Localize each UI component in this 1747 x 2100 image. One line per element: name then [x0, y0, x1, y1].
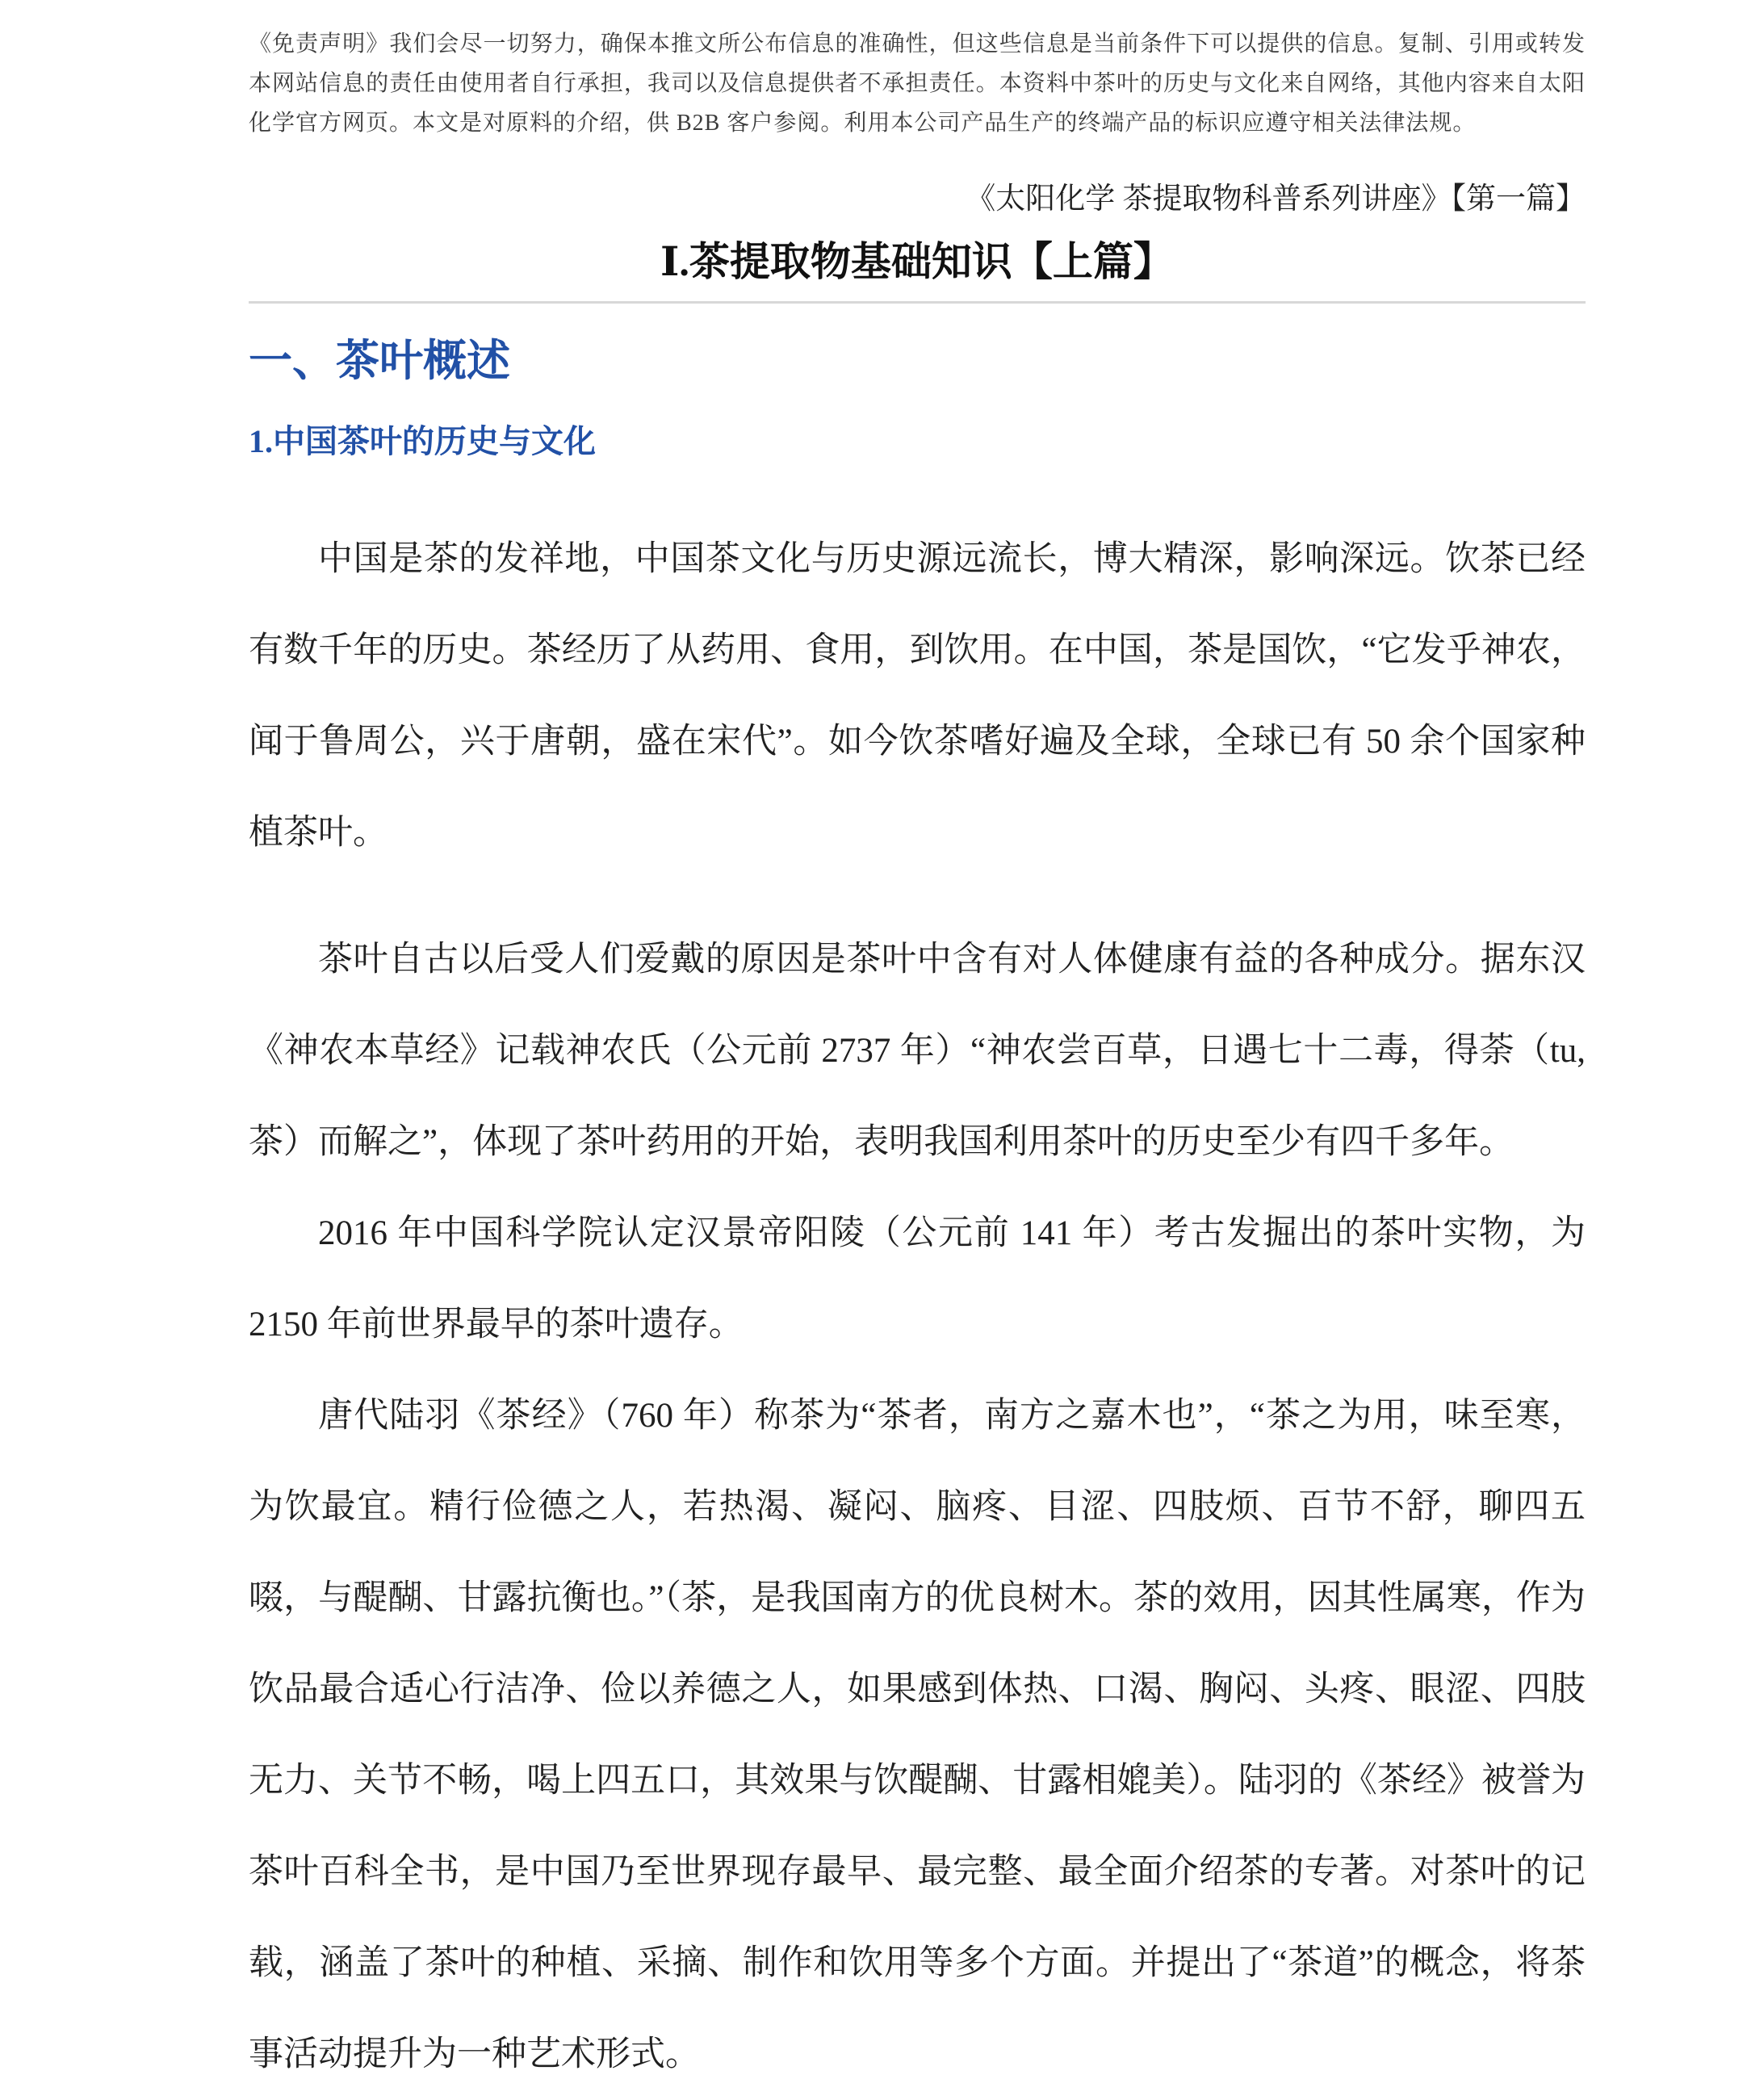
- title-divider: [249, 301, 1586, 304]
- paragraph-shennong: 茶叶自古以后受人们爱戴的原因是茶叶中含有对人体健康有益的各种成分。据东汉《神农本草经》记载神农氏（公元前 2737 年）“神农尝百草，日遇七十二毒，得荼（tu,茶）而解之”，体现了茶叶药用的开始，表明我国利用茶叶的历史至少有四千多年。: [249, 941, 1586, 1161]
- disclaimer-text: 《免责声明》我们会尽一切努力，确保本推文所公布信息的准确性，但这些信息是当前条件下可以提供的信息。复制、引用或转发本网站信息的责任由使用者自行承担，我司以及信息提供者不承担责任。本资料中茶叶的历史与文化来自网络，其他内容来自太阳化学官方网页。本文是对原料的介绍，供 B2B 客户参阅。利用本公司产品生产的终端产品的标识应遵守相关法律法规。: [249, 31, 1586, 136]
- series-title: 《太阳化学 茶提取物科普系列讲座》【第一篇】: [966, 182, 1586, 216]
- paragraph-2016-discovery: 2016 年中国科学院认定汉景帝阳陵（公元前 141 年）考古发掘出的茶叶实物，为 2150 年前世界最早的茶叶遗存。: [249, 1214, 1586, 1343]
- paragraph-tea-origin: 中国是茶的发祥地，中国茶文化与历史源远流长，博大精深，影响深远。饮茶已经有数千年的历史。茶经历了从药用、食用，到饮用。在中国，茶是国饮，“它发乎神农，闻于鲁周公，兴于唐朝，盛在宋代”。如今饮茶嗜好遍及全球，全球已有 50 余个国家种植茶叶。: [249, 540, 1586, 852]
- section-heading: 一、茶叶概述: [249, 337, 510, 385]
- page-title: Ⅰ.茶提取物基础知识【上篇】: [660, 239, 1174, 284]
- paragraph-luyu-chajing: 唐代陆羽《茶经》（760 年）称茶为“茶者，南方之嘉木也”，“茶之为用，味至寒，为饮最宜。精行俭德之人，若热渴、凝闷、脑疼、目涩、四肢烦、百节不舒，聊四五啜，与醍醐、甘露抗衡也。”（茶，是我国南方的优良树木。茶的效用，因其性属寒，作为饮品最合适心行洁净、俭以养德之人，如果感到体热、口渴、胸闷、头疼、眼涩、四肢无力、关节不畅，喝上四五口，其效果与饮醍醐、甘露相媲美）。陆羽的《茶经》被誉为茶叶百科全书，是中国乃至世界现存最早、最完整、最全面介绍茶的专著。对茶叶的记载，涵盖了茶叶的种植、采摘、制作和饮用等多个方面。并提出了“茶道”的概念，将茶事活动提升为一种艺术形式。: [249, 1397, 1586, 2073]
- subsection-heading: 1.中国茶叶的历史与文化: [249, 423, 596, 459]
